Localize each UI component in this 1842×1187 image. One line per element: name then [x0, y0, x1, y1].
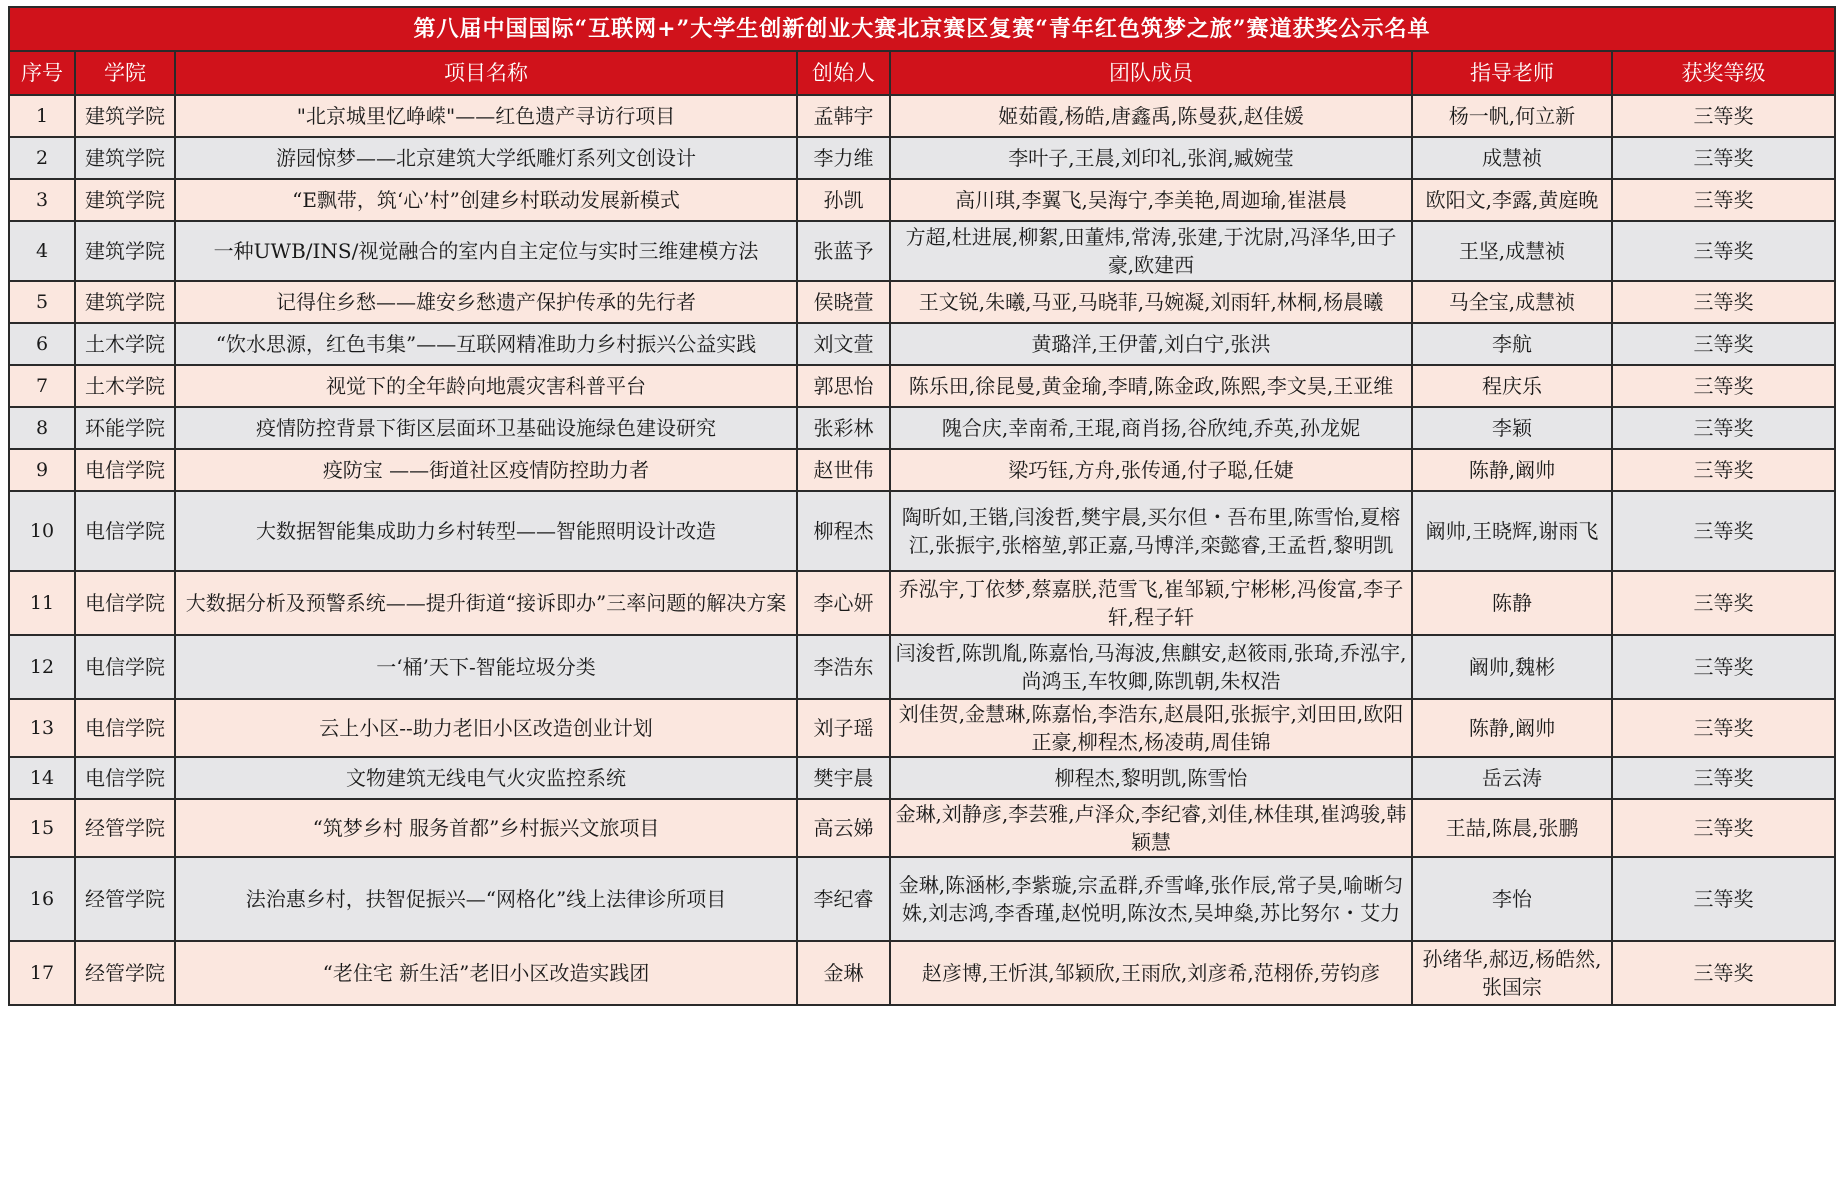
cell-founder: 金琳	[797, 941, 890, 1005]
cell-team-members: 李叶子,王晨,刘印礼,张润,臧婉莹	[890, 137, 1412, 179]
cell-founder: 张彩林	[797, 407, 890, 449]
header-award-level: 获奖等级	[1612, 51, 1835, 95]
cell-college: 建筑学院	[75, 137, 175, 179]
award-list-sheet	[8, 6, 1834, 1006]
cell-founder: 赵世伟	[797, 449, 890, 491]
cell-team-members: 方超,杜进展,柳絮,田董炜,常涛,张建,于沈尉,冯泽华,田子豪,欧建西	[890, 221, 1412, 281]
cell-index: 11	[9, 571, 75, 635]
header-project-name: 项目名称	[175, 51, 797, 95]
cell-index: 2	[9, 137, 75, 179]
cell-index: 14	[9, 757, 75, 799]
cell-project-name: 疫情防控背景下街区层面环卫基础设施绿色建设研究	[175, 407, 797, 449]
cell-team-members: 陈乐田,徐昆曼,黄金瑜,李晴,陈金政,陈熙,李文昊,王亚维	[890, 365, 1412, 407]
cell-award-level: 三等奖	[1612, 857, 1835, 941]
cell-advisor: 杨一帆,何立新	[1412, 95, 1612, 137]
cell-award-level: 三等奖	[1612, 571, 1835, 635]
cell-advisor: 孙绪华,郝迈,杨皓然,张国宗	[1412, 941, 1612, 1005]
table-row	[9, 757, 1835, 799]
cell-team-members: 刘佳贺,金慧琳,陈嘉怡,李浩东,赵晨阳,张振宇,刘田田,欧阳正豪,柳程杰,杨凌萌,周佳锦	[890, 699, 1412, 757]
header-founder: 创始人	[797, 51, 890, 95]
cell-advisor: 李怡	[1412, 857, 1612, 941]
cell-team-members: 柳程杰,黎明凯,陈雪怡	[890, 757, 1412, 799]
cell-award-level: 三等奖	[1612, 941, 1835, 1005]
cell-team-members: 高川琪,李翼飞,吴海宁,李美艳,周迦瑜,崔湛晨	[890, 179, 1412, 221]
cell-founder: 李力维	[797, 137, 890, 179]
cell-project-name: 游园惊梦——北京建筑大学纸雕灯系列文创设计	[175, 137, 797, 179]
cell-index: 6	[9, 323, 75, 365]
cell-advisor: 成慧祯	[1412, 137, 1612, 179]
cell-project-name: 大数据智能集成助力乡村转型——智能照明设计改造	[175, 491, 797, 571]
cell-team-members: 王文锐,朱曦,马亚,马晓菲,马婉凝,刘雨轩,林桐,杨晨曦	[890, 281, 1412, 323]
table-body	[9, 95, 1835, 1005]
cell-index: 16	[9, 857, 75, 941]
cell-team-members: 姬茹霞,杨皓,唐鑫禹,陈曼荻,赵佳媛	[890, 95, 1412, 137]
award-table	[8, 6, 1836, 1006]
cell-award-level: 三等奖	[1612, 323, 1835, 365]
table-row	[9, 281, 1835, 323]
cell-team-members: 闫浚哲,陈凯胤,陈嘉怡,马海波,焦麒安,赵筱雨,张琦,乔泓宇,尚鸿玉,车牧卿,陈凯朝,朱权浩	[890, 635, 1412, 699]
cell-team-members: 黄璐洋,王伊蕾,刘白宁,张洪	[890, 323, 1412, 365]
cell-college: 电信学院	[75, 449, 175, 491]
table-row	[9, 137, 1835, 179]
cell-college: 电信学院	[75, 635, 175, 699]
cell-index: 3	[9, 179, 75, 221]
table-row	[9, 699, 1835, 757]
cell-award-level: 三等奖	[1612, 95, 1835, 137]
cell-index: 8	[9, 407, 75, 449]
cell-team-members: 隗合庆,幸南希,王琨,商肖扬,谷欣纯,乔英,孙龙妮	[890, 407, 1412, 449]
cell-index: 17	[9, 941, 75, 1005]
cell-project-name: "北京城里忆峥嵘"——红色遗产寻访行项目	[175, 95, 797, 137]
cell-team-members: 陶昕如,王锴,闫浚哲,樊宇晨,买尔但・吾布里,陈雪怡,夏榕江,张振宇,张榕堃,郭正嘉,马博洋,栾懿睿,王孟哲,黎明凯	[890, 491, 1412, 571]
cell-founder: 孙凯	[797, 179, 890, 221]
cell-project-name: 法治惠乡村，扶智促振兴—“网格化”线上法律诊所项目	[175, 857, 797, 941]
table-row	[9, 571, 1835, 635]
cell-award-level: 三等奖	[1612, 699, 1835, 757]
header-team-members: 团队成员	[890, 51, 1412, 95]
cell-founder: 郭思怡	[797, 365, 890, 407]
cell-college: 经管学院	[75, 857, 175, 941]
cell-award-level: 三等奖	[1612, 449, 1835, 491]
table-title: 第八届中国国际“互联网+”大学生创新创业大赛北京赛区复赛“青年红色筑梦之旅”赛道获奖公示名单	[9, 7, 1835, 51]
cell-index: 12	[9, 635, 75, 699]
cell-founder: 李浩东	[797, 635, 890, 699]
cell-award-level: 三等奖	[1612, 281, 1835, 323]
cell-index: 7	[9, 365, 75, 407]
header-index: 序号	[9, 51, 75, 95]
cell-project-name: 大数据分析及预警系统——提升街道“接诉即办”三率问题的解决方案	[175, 571, 797, 635]
cell-college: 电信学院	[75, 757, 175, 799]
cell-project-name: “老住宅 新生活”老旧小区改造实践团	[175, 941, 797, 1005]
cell-advisor: 阚帅,魏彬	[1412, 635, 1612, 699]
cell-team-members: 金琳,刘静彦,李芸雅,卢泽众,李纪睿,刘佳,林佳琪,崔鸿骏,韩颖慧	[890, 799, 1412, 857]
cell-college: 建筑学院	[75, 95, 175, 137]
title-row	[9, 7, 1835, 51]
cell-founder: 张蓝予	[797, 221, 890, 281]
table-row	[9, 941, 1835, 1005]
table-row	[9, 449, 1835, 491]
cell-college: 建筑学院	[75, 179, 175, 221]
cell-advisor: 王喆,陈晨,张鹏	[1412, 799, 1612, 857]
table-row	[9, 221, 1835, 281]
table-row	[9, 323, 1835, 365]
cell-index: 5	[9, 281, 75, 323]
cell-project-name: 疫防宝 ——街道社区疫情防控助力者	[175, 449, 797, 491]
header-college: 学院	[75, 51, 175, 95]
cell-college: 经管学院	[75, 799, 175, 857]
table-row	[9, 365, 1835, 407]
cell-founder: 孟韩宇	[797, 95, 890, 137]
cell-team-members: 金琳,陈涵彬,李紫璇,宗孟群,乔雪峰,张作辰,常子昊,喻晰匀姝,刘志鸿,李香瑾,赵悦明,陈汝杰,吴坤燊,苏比努尔・艾力	[890, 857, 1412, 941]
table-row	[9, 95, 1835, 137]
cell-project-name: 文物建筑无线电气火灾监控系统	[175, 757, 797, 799]
cell-project-name: “E飘带，筑‘心’村”创建乡村联动发展新模式	[175, 179, 797, 221]
cell-project-name: 视觉下的全年龄向地震灾害科普平台	[175, 365, 797, 407]
cell-award-level: 三等奖	[1612, 221, 1835, 281]
cell-advisor: 王坚,成慧祯	[1412, 221, 1612, 281]
cell-college: 电信学院	[75, 699, 175, 757]
cell-award-level: 三等奖	[1612, 799, 1835, 857]
cell-college: 环能学院	[75, 407, 175, 449]
cell-founder: 高云娣	[797, 799, 890, 857]
cell-team-members: 赵彦博,王忻淇,邹颖欣,王雨欣,刘彦希,范栩侨,劳钧彦	[890, 941, 1412, 1005]
cell-advisor: 陈静	[1412, 571, 1612, 635]
cell-index: 15	[9, 799, 75, 857]
cell-college: 电信学院	[75, 571, 175, 635]
cell-index: 4	[9, 221, 75, 281]
cell-index: 1	[9, 95, 75, 137]
cell-project-name: 记得住乡愁——雄安乡愁遗产保护传承的先行者	[175, 281, 797, 323]
cell-founder: 李纪睿	[797, 857, 890, 941]
cell-index: 9	[9, 449, 75, 491]
cell-founder: 李心妍	[797, 571, 890, 635]
table-row	[9, 179, 1835, 221]
cell-advisor: 马全宝,成慧祯	[1412, 281, 1612, 323]
cell-college: 电信学院	[75, 491, 175, 571]
cell-advisor: 欧阳文,李露,黄庭晚	[1412, 179, 1612, 221]
cell-founder: 柳程杰	[797, 491, 890, 571]
cell-college: 土木学院	[75, 323, 175, 365]
table-row	[9, 799, 1835, 857]
cell-advisor: 陈静,阚帅	[1412, 699, 1612, 757]
cell-award-level: 三等奖	[1612, 365, 1835, 407]
cell-founder: 刘子瑶	[797, 699, 890, 757]
cell-founder: 刘文萱	[797, 323, 890, 365]
cell-advisor: 李颖	[1412, 407, 1612, 449]
header-row	[9, 51, 1835, 95]
cell-project-name: 一‘桶’天下-智能垃圾分类	[175, 635, 797, 699]
cell-college: 建筑学院	[75, 221, 175, 281]
cell-college: 经管学院	[75, 941, 175, 1005]
cell-advisor: 陈静,阚帅	[1412, 449, 1612, 491]
table-row	[9, 491, 1835, 571]
cell-advisor: 李航	[1412, 323, 1612, 365]
cell-advisor: 程庆乐	[1412, 365, 1612, 407]
cell-project-name: 云上小区--助力老旧小区改造创业计划	[175, 699, 797, 757]
table-row	[9, 407, 1835, 449]
cell-advisor: 阚帅,王晓辉,谢雨飞	[1412, 491, 1612, 571]
table-row	[9, 857, 1835, 941]
cell-index: 13	[9, 699, 75, 757]
cell-team-members: 乔泓宇,丁依梦,蔡嘉朕,范雪飞,崔邹颖,宁彬彬,冯俊富,李子轩,程子轩	[890, 571, 1412, 635]
cell-project-name: “筑梦乡村 服务首都”乡村振兴文旅项目	[175, 799, 797, 857]
cell-award-level: 三等奖	[1612, 137, 1835, 179]
table-row	[9, 635, 1835, 699]
cell-project-name: 一种UWB/INS/视觉融合的室内自主定位与实时三维建模方法	[175, 221, 797, 281]
cell-founder: 侯晓萱	[797, 281, 890, 323]
cell-project-name: “饮水思源，红色韦集”——互联网精准助力乡村振兴公益实践	[175, 323, 797, 365]
header-advisor: 指导老师	[1412, 51, 1612, 95]
cell-team-members: 梁巧钰,方舟,张传通,付子聪,任婕	[890, 449, 1412, 491]
cell-award-level: 三等奖	[1612, 407, 1835, 449]
cell-award-level: 三等奖	[1612, 635, 1835, 699]
cell-award-level: 三等奖	[1612, 491, 1835, 571]
cell-award-level: 三等奖	[1612, 757, 1835, 799]
cell-index: 10	[9, 491, 75, 571]
cell-college: 土木学院	[75, 365, 175, 407]
cell-award-level: 三等奖	[1612, 179, 1835, 221]
cell-college: 建筑学院	[75, 281, 175, 323]
cell-founder: 樊宇晨	[797, 757, 890, 799]
cell-advisor: 岳云涛	[1412, 757, 1612, 799]
